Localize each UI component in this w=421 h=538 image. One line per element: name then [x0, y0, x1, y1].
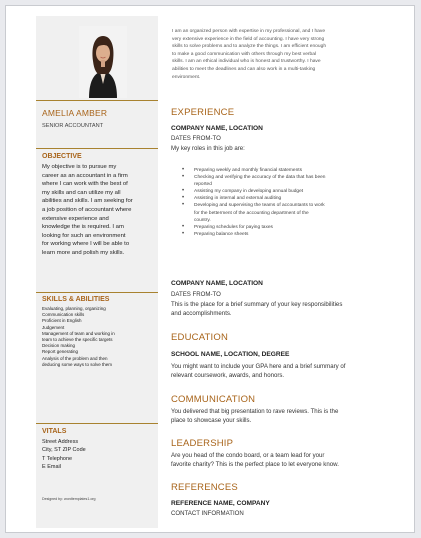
resume-page [5, 5, 415, 533]
skill-item: Analysis of the problem and then [42, 355, 108, 361]
school-name: SCHOOL NAME, LOCATION, DEGREE [171, 351, 290, 358]
skill-item: Decision making [42, 343, 76, 349]
objective-line: my skills and can utilize my all [42, 189, 121, 196]
skills-rule [36, 292, 158, 293]
profile-photo [79, 26, 127, 98]
job1-bullets [186, 167, 386, 238]
references-heading: REFERENCES [171, 482, 238, 493]
skill-item: deducing some ways to solve them [42, 361, 113, 367]
skill-item: Management of team and working in [42, 330, 115, 336]
bullet-item: • Preparing balance sheets [186, 231, 386, 238]
job2-company: COMPANY NAME, LOCATION [171, 280, 263, 287]
job2-summary-line: This is the place for a brief summary of your key responsibilities [171, 301, 343, 308]
objective-line: a job position of accountant where [42, 206, 132, 213]
leadership-heading: LEADERSHIP [171, 438, 234, 449]
bullet-item: • Preparing weekly and monthly financial statements [186, 167, 386, 174]
education-heading: EDUCATION [171, 332, 229, 343]
email: Email [47, 464, 61, 471]
bullet-item: reported [194, 182, 212, 188]
job2-summary-line: and accomplishments. [171, 310, 232, 318]
job2-dates: DATES FROM-TO [171, 291, 221, 298]
education-line: You might want to include your GPA here and a brief summary of [171, 363, 346, 370]
intro-line: very extensive experience in the field of accounting. I have very strong [172, 36, 325, 42]
reference-name: REFERENCE NAME, COMPANY [171, 500, 270, 507]
communication-line: place to showcase your skills. [171, 417, 252, 425]
reference-contact: CONTACT INFORMATION [171, 510, 244, 517]
objective-rule [36, 148, 158, 149]
objective-line: learn more and polish my skills. [42, 249, 125, 256]
candidate-title: SENIOR ACCOUNTANT [42, 123, 104, 129]
experience-heading: EXPERIENCE [171, 107, 235, 118]
bullet-item: • Assisting in internal and external auditing [186, 195, 386, 202]
email-row [42, 463, 86, 471]
job2-summary [171, 300, 386, 319]
intro-line: environment. [172, 74, 201, 80]
city-state-zip: City, ST ZIP Code [42, 447, 86, 454]
job1-dates: DATES FROM-TO [171, 135, 221, 142]
telephone-row [42, 455, 86, 463]
vitals-rule [36, 423, 158, 424]
telephone-prefix: T [42, 455, 46, 462]
skill-item: Judgement [42, 324, 65, 330]
intro-line: abilities to meet the deadlines and can also work in a multi-tasking [172, 66, 316, 72]
intro-line: skills. I am an ethical individual who is honest and trustworthy. I have [172, 59, 321, 65]
telephone: Telephone [46, 455, 73, 462]
objective-line: looking for such an environment [42, 232, 126, 239]
education-text [171, 362, 386, 381]
skill-item: Report generating [42, 349, 79, 355]
skill-item: team to achieve the specific targets [42, 337, 113, 343]
objective-line: abilities and skills. I am seeking for [42, 198, 133, 205]
bullet-item: • Preparing schedules for paying taxes [186, 224, 386, 231]
street-address: Street Address [42, 439, 79, 445]
bullet-item: • Developing and supervising the teams of accountants to work [186, 202, 386, 209]
objective-line: career as an accountant in a firm [42, 172, 128, 179]
designed-by: Designed by: wordtemplates1.org [42, 497, 96, 501]
candidate-name: AMELIA AMBER [42, 108, 108, 118]
objective-line: My objective is to pursue my [42, 164, 117, 170]
intro-line: to make a good communication with others through my best verbal [172, 51, 317, 57]
bullet-item: • Checking and verifying the accuracy of the data that has been [186, 174, 386, 181]
communication-line: You delivered that big presentation to rave reviews. This is the [171, 408, 339, 415]
bullet-item: for the betterment of the accounting department of the [194, 210, 309, 216]
job1-company: COMPANY NAME, LOCATION [171, 125, 263, 132]
leadership-line: favorite charity? This is the perfect place to let everyone know. [171, 461, 339, 469]
intro-line: skills to solve problems and to analyze the things. I am efficient enough [172, 44, 327, 50]
name-rule [36, 100, 158, 101]
skill-item: Communication skills [42, 312, 85, 318]
communication-text [171, 407, 386, 426]
leadership-text [171, 451, 386, 470]
objective-text [42, 163, 158, 258]
vitals-heading: VITALS [42, 428, 67, 435]
objective-heading: OBJECTIVE [42, 153, 82, 160]
objective-line: where I can work with the best of [42, 181, 128, 188]
job1-roles-intro: My key roles in this job are: [171, 145, 245, 152]
bullet-item: country. [194, 217, 211, 223]
email-prefix: E [42, 464, 46, 471]
intro-line: I am an organized person with expertise in my professional, and I have [172, 29, 326, 34]
objective-line: extensive experience and [42, 215, 109, 222]
objective-line: for working where I will be able to [42, 241, 130, 248]
bullet-item: • Assisting my company in developing annual budget [186, 188, 386, 195]
vitals-list [42, 438, 86, 472]
profile-photo-image [79, 26, 127, 98]
skills-heading: SKILLS & ABILITIES [42, 296, 110, 303]
education-line: relevant coursework, awards, and honors. [171, 372, 285, 380]
communication-heading: COMMUNICATION [171, 394, 256, 405]
skill-item: Proficient in English [42, 318, 82, 324]
leadership-line: Are you head of the condo board, or a team lead for your [171, 452, 325, 459]
skill-item: Evaluating, planning, organizing [42, 306, 106, 311]
intro-paragraph [172, 28, 387, 81]
objective-line: knowledge the is required. I am [42, 224, 124, 231]
skills-list [42, 306, 158, 368]
